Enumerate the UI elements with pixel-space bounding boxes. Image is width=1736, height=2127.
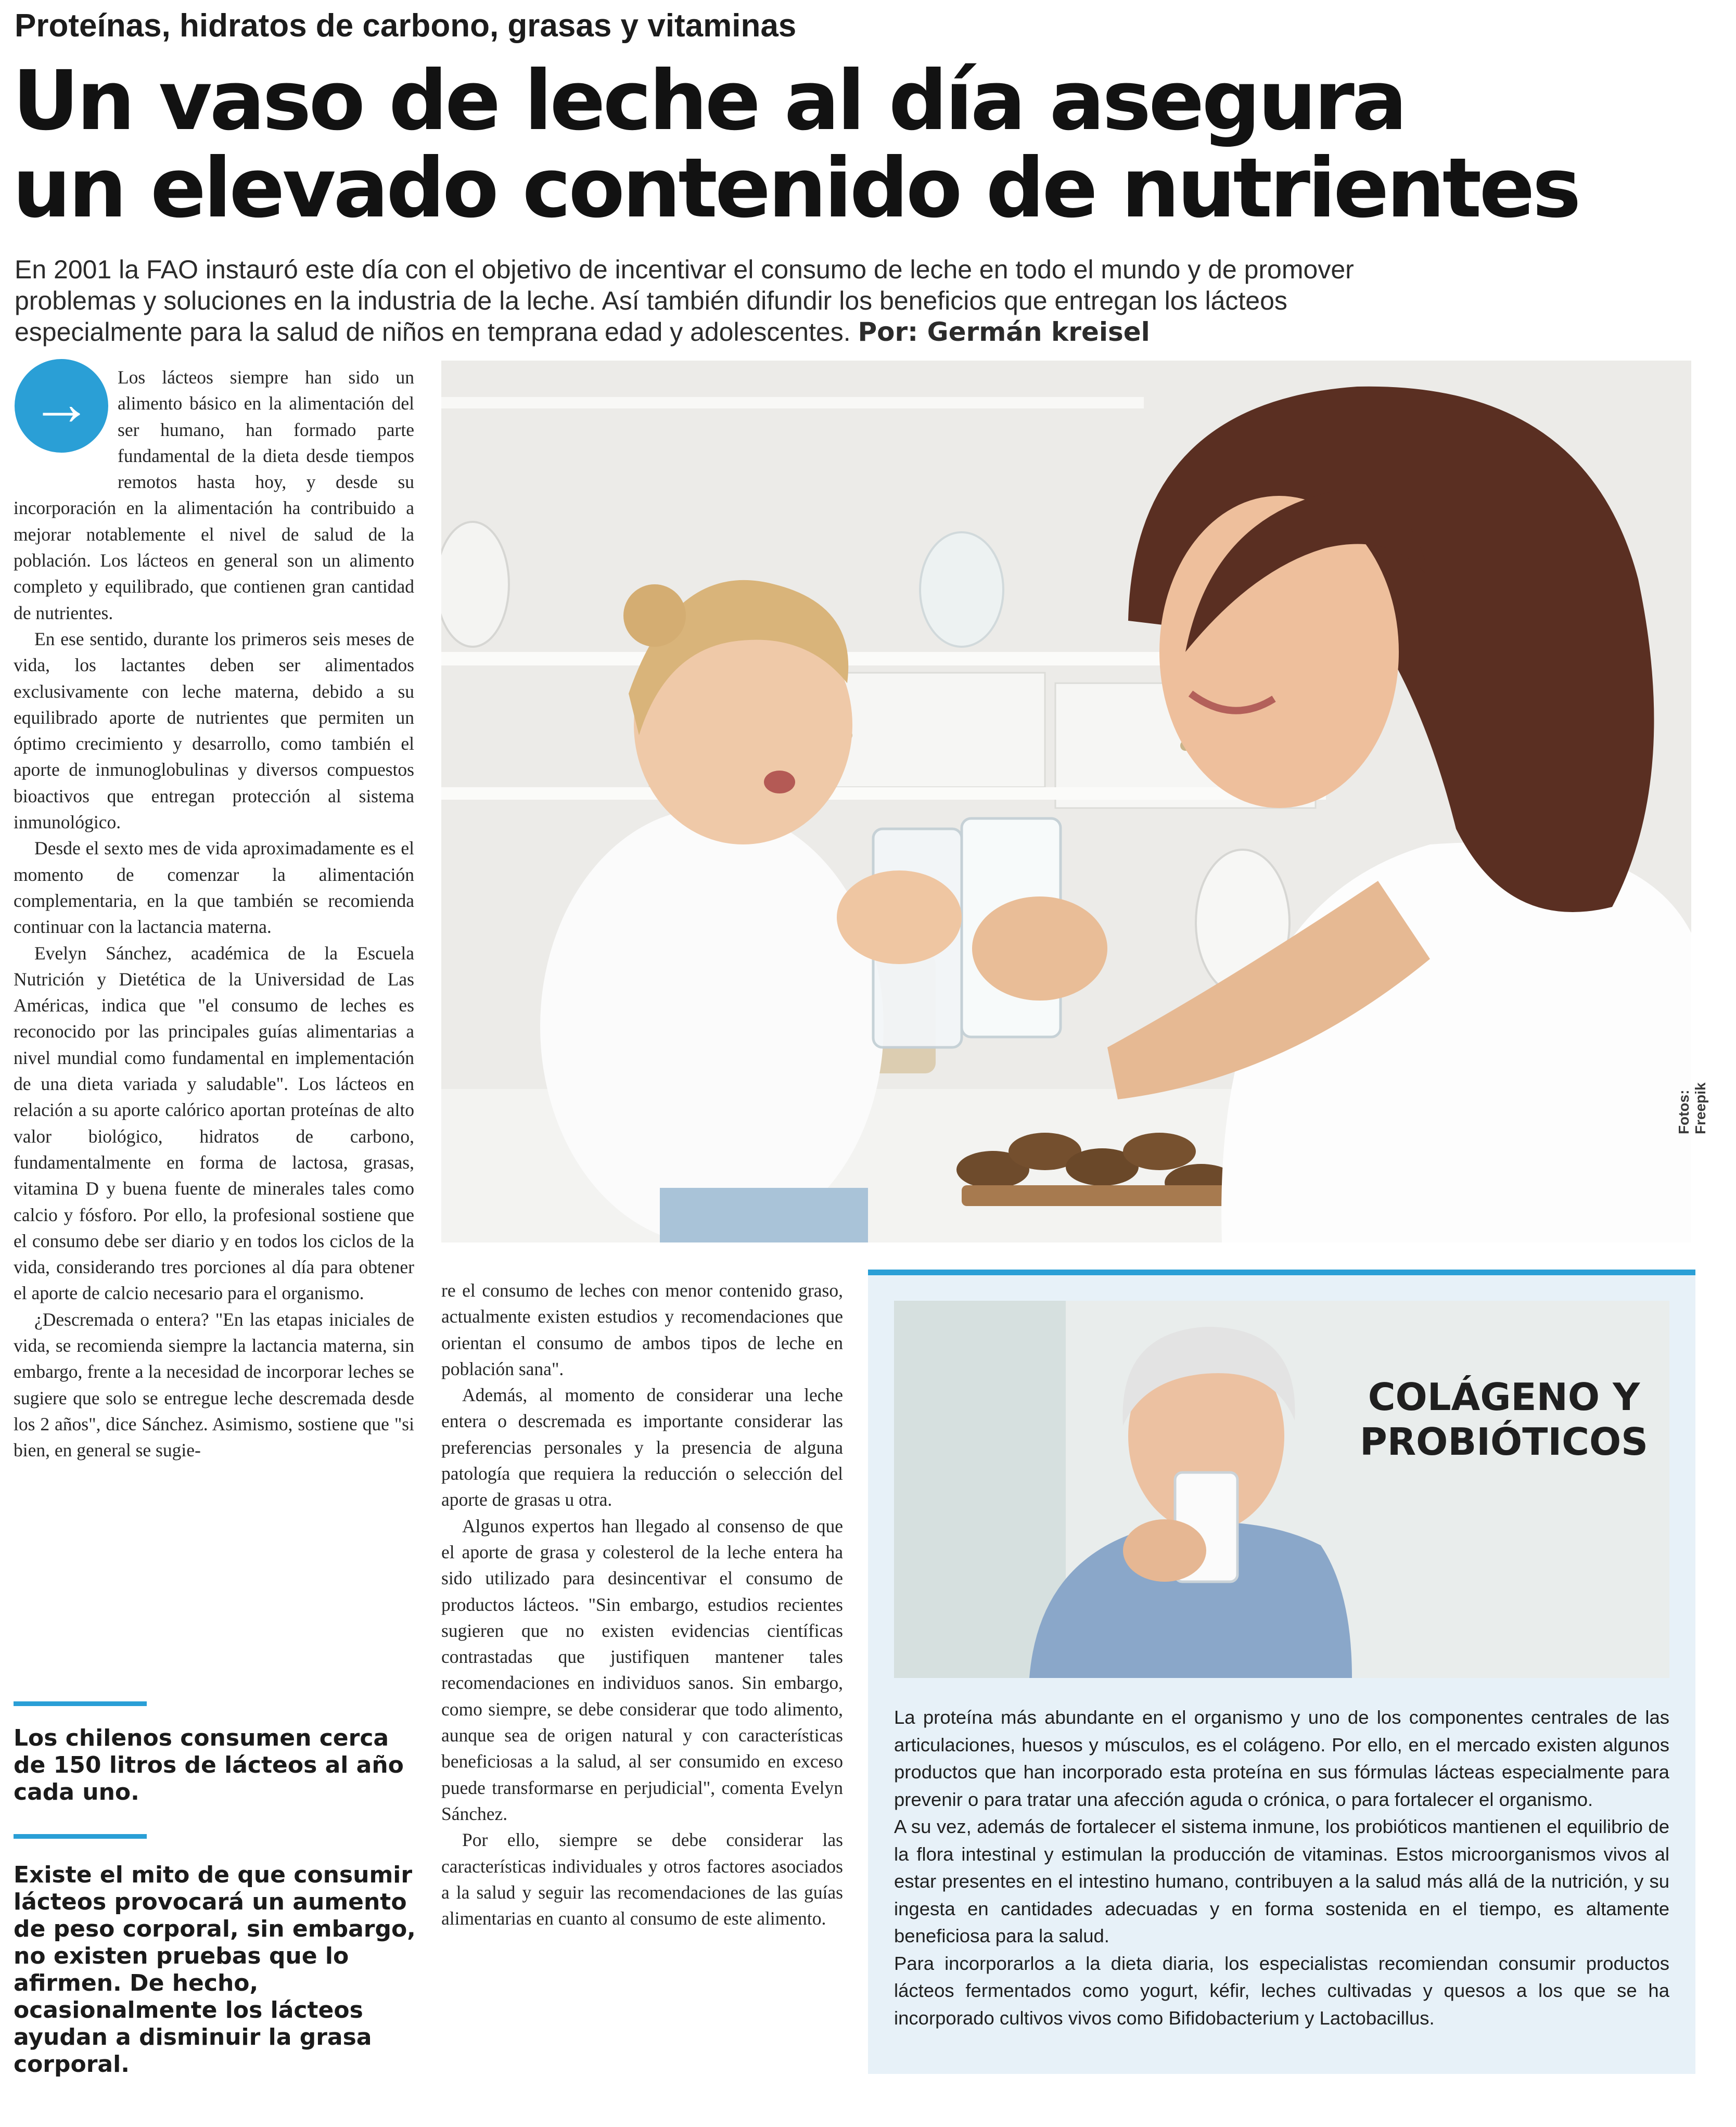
sidebar-rule bbox=[868, 1270, 1695, 1275]
sidebar-title-line-2: PROBIÓTICOS bbox=[1359, 1420, 1649, 1464]
paragraph: ¿Descremada o entera? "En las etapas iniciales de vida, se recomienda siempre la lactancia materna, sin embargo, frente a la necesidad de incorporar leches se sugiere que solo se entregue leche descremada desde los 2 años", dice Sánchez. Asimismo, sostiene que "si bien, en general se sugie- bbox=[14, 1309, 414, 1461]
article-column-1 bbox=[14, 364, 414, 1696]
hero-illustration bbox=[441, 361, 1691, 1242]
paragraph: Por ello, siempre se debe considerar las características individuales y otros factores asociados a la salud y seguir las recomendaciones de las guías alimentarias en cuanto al consumo de este alimento. bbox=[441, 1829, 843, 1929]
headline bbox=[12, 53, 1719, 236]
hero-photo bbox=[441, 361, 1691, 1242]
arrow-glyph: → bbox=[30, 368, 93, 438]
sidebar-title bbox=[1317, 1375, 1691, 1464]
sidebar-text bbox=[894, 1704, 1669, 2032]
paragraph: En ese sentido, durante los primeros seis meses de vida, los lactantes deben ser alimentados exclusivamente con leche materna, debido a su equilibrado aporte de nutrientes que permiten un óptimo crecimiento y desarrollo, como también el aporte de inmunoglobulinas y diversos compuestos bioactivos que entregan protección al sistema inmunológico. bbox=[14, 628, 414, 833]
pullquote-rule bbox=[14, 1701, 147, 1706]
headline-line-1: Un vaso de leche al día asegura bbox=[12, 53, 1405, 149]
pullquote-2: Existe el mito de que consumir lácteos provocará un aumento de peso corporal, sin embargo, no existen pruebas que lo afirmen. De hecho, ocasionalmente los lácteos ayudan a disminuir la grasa corporal. bbox=[14, 1862, 416, 2078]
paragraph: Además, al momento de considerar una leche entera o descremada es importante considerar las preferencias personales y la presencia de alguna patología que requiera la reducción o selección del aporte de grasas u otra. bbox=[441, 1385, 843, 1510]
sidebar-title-line-1: COLÁGENO Y bbox=[1368, 1375, 1640, 1419]
dek-text: En 2001 la FAO instauró este día con el objetivo de incentivar el consumo de leche en todo el mundo y de promover problemas y soluciones en la industria de la leche. Así también difundir los beneficios que entregan los lácteos especialmente para la salud de niños en temprana edad y adolescentes. bbox=[15, 255, 1354, 347]
article-column-2 bbox=[441, 1277, 843, 2110]
pullquote-1: Los chilenos consumen cerca de 150 litros de lácteos al año cada uno. bbox=[14, 1725, 404, 1805]
kicker: Proteínas, hidratos de carbono, grasas y vitaminas bbox=[15, 8, 797, 44]
paragraph: Los lácteos siempre han sido un alimento básico en la alimentación del ser humano, han formado parte fundamental de la dieta desde tiempos remotos hasta hoy, y desde su incorporación en la alimentación ha contribuido a mejorar notablemente el nivel de salud de la población. Los lácteos en general son un alimento completo y equilibrado, que contienen gran cantidad de nutrientes. bbox=[14, 367, 414, 623]
sidebar-paragraph: La proteína más abundante en el organismo y uno de los componentes centrales de las articulaciones, huesos y músculos, es el colágeno. Por ello, en el mercado existen algunos productos que han incorporado esta proteína en sus fórmulas lácteas especialmente para prevenir o para tratar una afección aguda o crónica, o para fortalecer el organismo. bbox=[894, 1707, 1669, 1810]
sidebar-paragraph: A su vez, además de fortalecer el sistema inmune, los probióticos mantienen el equilibrio de la flora intestinal y estimulan la producción de vitaminas. Estos microorganismos vivos al estar presentes en el intestino humano, contribuyen a la salud más allá de la nutrición, y su ingesta en cantidades adecuadas y en forma sostenida en el tiempo, es altamente beneficiosa para la salud. bbox=[894, 1816, 1669, 1946]
photo-credit: Fotos: Freepik bbox=[1676, 1082, 1708, 1134]
badge-spacer bbox=[14, 364, 118, 481]
pullquote-rule bbox=[14, 1834, 147, 1839]
headline-line-2: un elevado contenido de nutrientes bbox=[12, 140, 1579, 236]
sidebar-photo bbox=[894, 1301, 1669, 1678]
paragraph: Algunos expertos han llegado al consenso de que el aporte de grasa y colesterol de la leche entera ha sido utilizado para desincentivar el consumo de productos lácteos. "Sin embargo, estudios recientes sugieren que no existen evidencias científicas contrastadas que justifiquen mantener tales recomendaciones en individuos sanos. Sin embargo, como siempre, se debe considerar que todo alimento, aunque sea de origen natural y con características beneficiosas a la salud, al ser consumido en exceso puede transformarse en perjudicial", comenta Evelyn Sánchez. bbox=[441, 1515, 843, 1824]
sidebar-illustration bbox=[894, 1301, 1669, 1678]
paragraph: Desde el sexto mes de vida aproximadamente es el momento de comenzar la alimentación complementaria, en la que también se recomienda continuar con la lactancia materna. bbox=[14, 838, 414, 938]
byline: Por: Germán kreisel bbox=[858, 317, 1150, 347]
sidebar-paragraph: Para incorporarlos a la dieta diaria, los especialistas recomiendan consumir productos lácteos fermentados como yogurt, kéfir, leches cultivadas y quesos a los que se ha incorporado cultivos vivos como Bifidobacterium y Lactobacillus. bbox=[894, 1952, 1669, 2029]
paragraph: re el consumo de leches con menor contenido graso, actualmente existen estudios y recomendaciones que orientan el consumo de ambos tipos de leche en población sana". bbox=[441, 1280, 843, 1379]
paragraph: Evelyn Sánchez, académica de la Escuela Nutrición y Dietética de la Universidad de Las Américas, indica que "el consumo de leches es reconocido por las principales guías alimentarias a nivel mundial como fundamental en implementación de una dieta variada y saludable". Los lácteos en relación a su aporte calórico aportan proteínas de alto valor biológico, hidratos de carbono, fundamentalmente en forma de lactosa, grasas, vitamina D y buena fuente de minerales tales como calcio y fósforo. Por ello, la profesional sostiene que el consumo debe ser diario y en todos los ciclos de la vida, considerando tres porciones al día para obtener el aporte de calcio necesario para el organismo. bbox=[14, 942, 414, 1304]
dek bbox=[15, 254, 1378, 348]
